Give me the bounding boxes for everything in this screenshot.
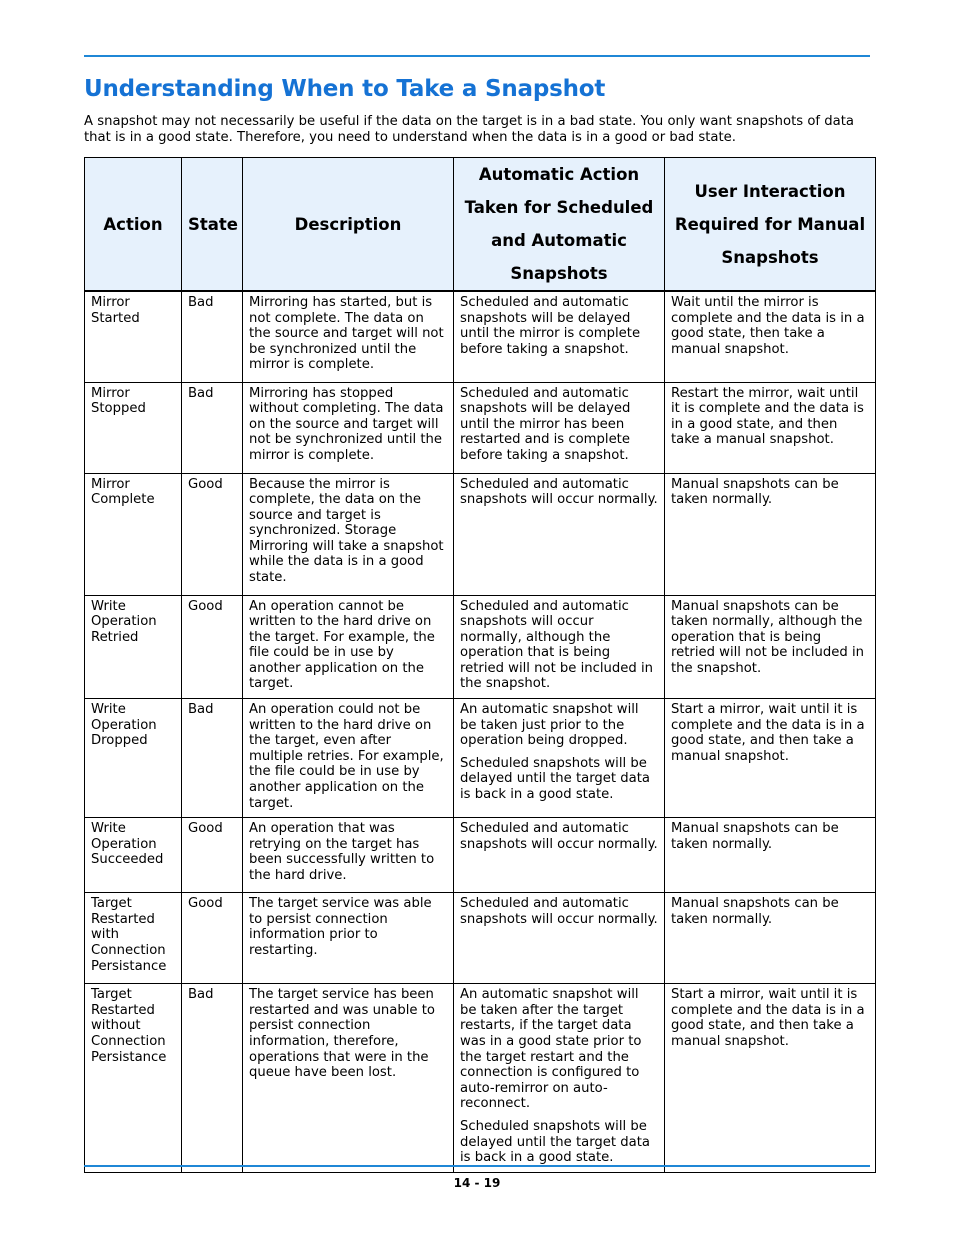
footer-rule <box>84 1165 870 1167</box>
cell-user-interaction: Start a mirror, wait until it is complete and the data is in a good state, and then take a manual snapshot. <box>665 699 876 818</box>
cell-state: Bad <box>182 699 243 818</box>
snapshot-state-table <box>84 157 876 1173</box>
cell-description: An operation could not be written to the hard drive on the target, even after multiple retries. For example, the file could be in use by another application on the target. <box>243 699 454 818</box>
cell-user-interaction: Manual snapshots can be taken normally. <box>665 473 876 595</box>
table-header-row <box>85 158 876 292</box>
cell-automatic-action <box>454 291 665 382</box>
cell-action: Target Restarted without Connection Persistance <box>85 984 182 1173</box>
cell-user-interaction: Start a mirror, wait until it is complete and the data is in a good state, and then take a manual snapshot. <box>665 984 876 1173</box>
cell-description: Mirroring has stopped without completing. The data on the source and target will not be synchronized until the mirror is complete. <box>243 382 454 473</box>
table-row <box>85 291 876 382</box>
cell-action: Write Operation Retried <box>85 595 182 699</box>
automatic-action-paragraph: Scheduled and automatic snapshots will occur normally. <box>460 896 658 927</box>
cell-action: Target Restarted with Connection Persistance <box>85 893 182 984</box>
table-row <box>85 984 876 1173</box>
header-action: Action <box>85 158 182 292</box>
cell-user-interaction: Restart the mirror, wait until it is complete and the data is in a good state, and then take a manual snapshot. <box>665 382 876 473</box>
header-automatic-action: Automatic Action Taken for Scheduled and Automatic Snapshots <box>454 158 665 292</box>
cell-description: Because the mirror is complete, the data on the source and target is synchronized. Storage Mirroring will take a snapshot while the data is in a good state. <box>243 473 454 595</box>
automatic-action-paragraph: Scheduled and automatic snapshots will be delayed until the mirror has been restarted and is complete before taking a snapshot. <box>460 385 631 463</box>
cell-state: Good <box>182 473 243 595</box>
cell-description: An operation cannot be written to the hard drive on the target. For example, the file could be in use by another application on the target. <box>243 595 454 699</box>
automatic-action-paragraph: Scheduled and automatic snapshots will occur normally, although the operation that is being retried will not be included in the snapshot. <box>460 598 653 692</box>
cell-state: Good <box>182 893 243 984</box>
cell-automatic-action <box>454 473 665 595</box>
cell-description: Mirroring has started, but is not complete. The data on the source and target will not be synchronized until the mirror is complete. <box>243 291 454 382</box>
table-body <box>85 291 876 1172</box>
table-row <box>85 699 876 818</box>
header-state: State <box>182 158 243 292</box>
cell-action: Write Operation Dropped <box>85 699 182 818</box>
header-user-interaction: User Interaction Required for Manual Snapshots <box>665 158 876 292</box>
page-title: Understanding When to Take a Snapshot <box>84 76 606 102</box>
automatic-action-paragraph: Scheduled snapshots will be delayed until the target data is back in a good state. <box>460 1118 650 1166</box>
intro-paragraph: A snapshot may not necessarily be useful if the data on the target is in a bad state. You only want snapshots of data that is in a good state. Therefore, you need to understand when the data is in a good or bad state. <box>84 114 854 145</box>
header-rule <box>84 55 870 57</box>
table-row <box>85 595 876 699</box>
automatic-action-paragraph: Scheduled and automatic snapshots will be delayed until the mirror is complete before taking a snapshot. <box>460 295 641 357</box>
cell-state: Bad <box>182 291 243 382</box>
cell-action: Mirror Complete <box>85 473 182 595</box>
automatic-action-paragraph: Scheduled snapshots will be delayed until the target data is back in a good state. <box>460 755 650 803</box>
cell-automatic-action <box>454 595 665 699</box>
table-row <box>85 473 876 595</box>
cell-automatic-action <box>454 699 665 818</box>
cell-automatic-action <box>454 382 665 473</box>
cell-user-interaction: Manual snapshots can be taken normally, although the operation that is being retried will not be included in the snapshot. <box>665 595 876 699</box>
cell-description: An operation that was retrying on the target has been successfully written to the hard drive. <box>243 818 454 893</box>
automatic-action-paragraph: An automatic snapshot will be taken just prior to the operation being dropped. <box>460 702 639 749</box>
cell-action: Write Operation Succeeded <box>85 818 182 893</box>
automatic-action-paragraph: An automatic snapshot will be taken after the target restarts, if the target data was in a good state prior to the target restart and the connection is configured to auto-remirror on auto-reconnect. <box>460 987 642 1112</box>
table-row <box>85 893 876 984</box>
cell-automatic-action <box>454 984 665 1173</box>
cell-description: The target service has been restarted and was unable to persist connection information, therefore, operations that were in the queue have been lost. <box>243 984 454 1173</box>
page-number: 14 - 19 <box>453 1176 501 1190</box>
automatic-action-paragraph: Scheduled and automatic snapshots will occur normally. <box>460 821 658 852</box>
cell-state: Bad <box>182 382 243 473</box>
cell-user-interaction: Manual snapshots can be taken normally. <box>665 893 876 984</box>
cell-user-interaction: Wait until the mirror is complete and the data is in a good state, then take a manual snapshot. <box>665 291 876 382</box>
cell-description: The target service was able to persist connection information prior to restarting. <box>243 893 454 984</box>
table-row <box>85 818 876 893</box>
header-description: Description <box>243 158 454 292</box>
table-row <box>85 382 876 473</box>
automatic-action-paragraph: Scheduled and automatic snapshots will occur normally. <box>460 476 658 508</box>
cell-state: Bad <box>182 984 243 1173</box>
cell-user-interaction: Manual snapshots can be taken normally. <box>665 818 876 893</box>
cell-automatic-action <box>454 893 665 984</box>
cell-action: Mirror Started <box>85 291 182 382</box>
cell-state: Good <box>182 818 243 893</box>
cell-automatic-action <box>454 818 665 893</box>
cell-state: Good <box>182 595 243 699</box>
cell-action: Mirror Stopped <box>85 382 182 473</box>
